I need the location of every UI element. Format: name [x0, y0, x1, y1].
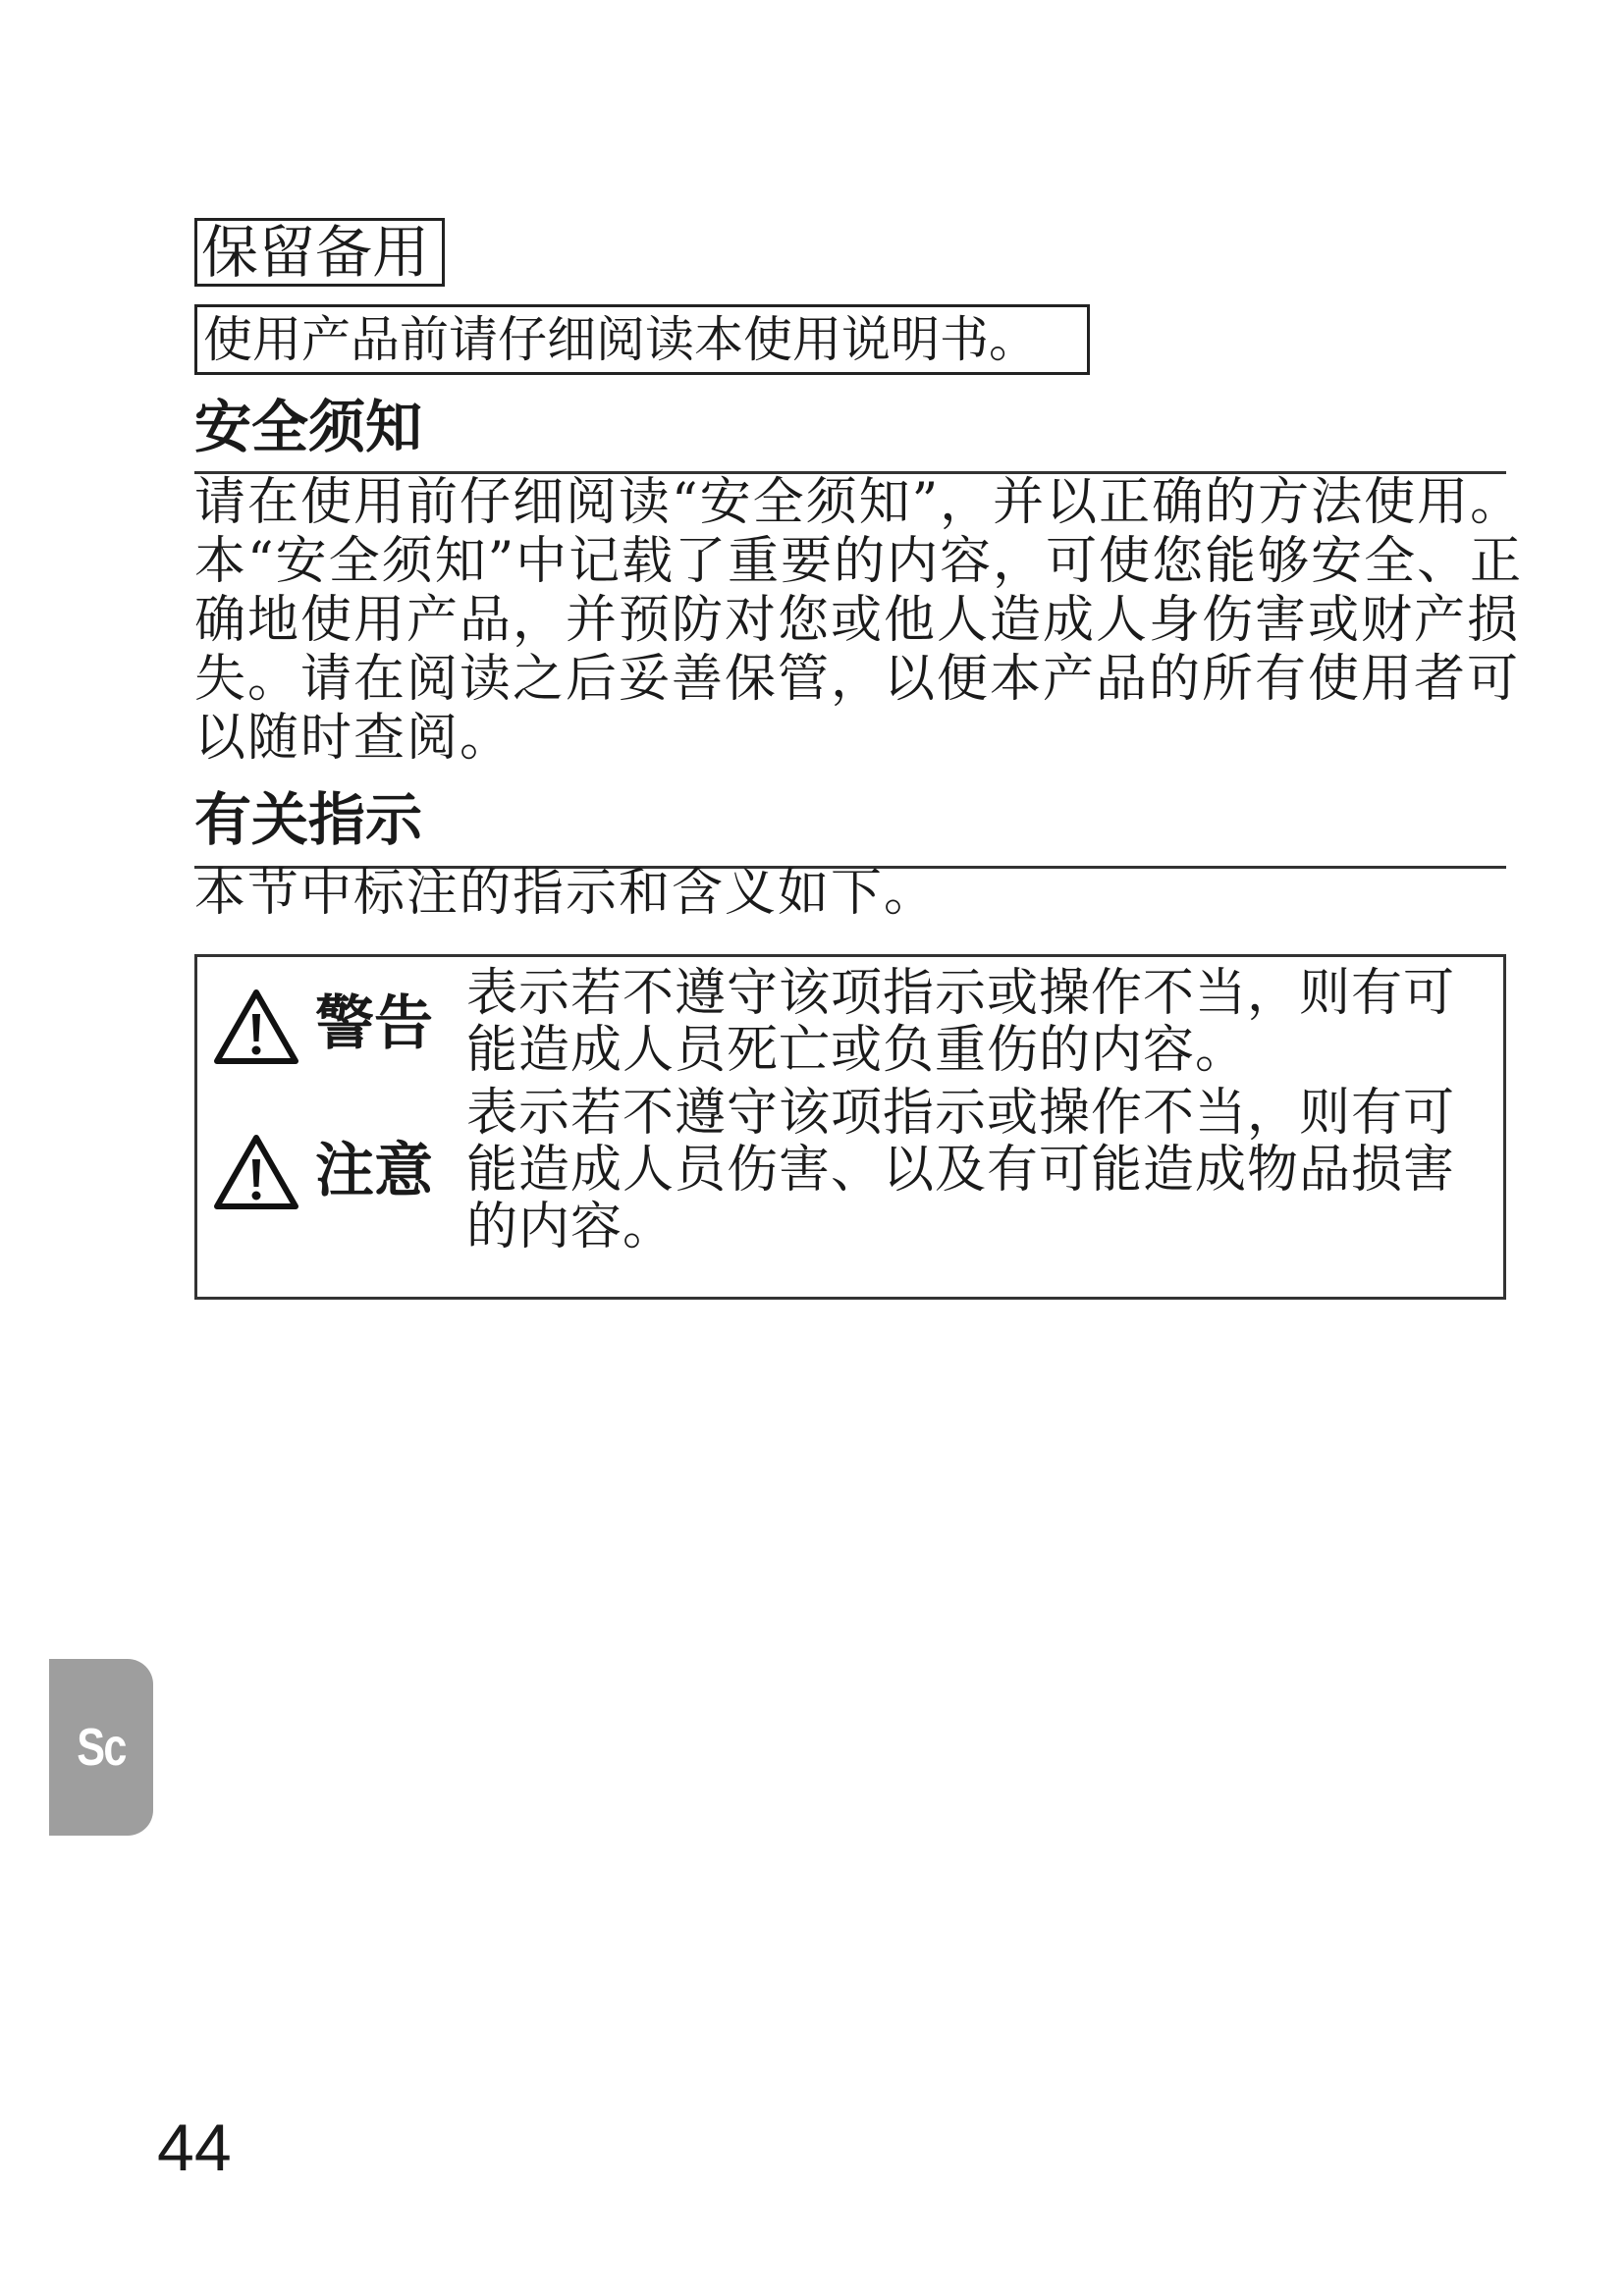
safety-precautions-paragraph: 请在使用前仔细阅读“安全须知”，并以正确的方法使用。本“安全须知”中记载了重要的内容，可使您能够安全、正确地使用产品，并预防对您或他人造成人身伤害或财产损失。请在阅读之后妥善保管，以便本产品的所有使用者可以随时查阅。: [194, 473, 1524, 768]
caution-row: [197, 1084, 1503, 1303]
safety-precautions-heading: 安全须知: [194, 394, 423, 460]
read-manual-notice: 使用产品前请仔细阅读本使用说明书。: [194, 304, 1090, 375]
warning-triangle-icon: [211, 1132, 301, 1212]
language-tab: [49, 1659, 153, 1836]
warning-description: 表示若不遵守该项指示或操作不当，则有可能造成人员死亡或负重伤的内容。: [466, 964, 1456, 1080]
caution-description: 表示若不遵守该项指示或操作不当，则有可能造成人员伤害、以及有可能造成物品损害的内容。: [466, 1084, 1456, 1256]
warning-row: [197, 957, 1503, 1095]
keep-for-reference-label: 保留备用: [194, 218, 445, 287]
warning-triangle-icon: [211, 987, 301, 1067]
signs-heading: 有关指示: [194, 786, 423, 853]
warning-label: 警告: [315, 989, 433, 1058]
page-number: 44: [157, 2110, 232, 2185]
signs-intro-text: 本节中标注的指示和含义如下。: [194, 864, 938, 923]
hazard-signs-box: [194, 954, 1506, 1300]
caution-label: 注意: [315, 1137, 433, 1205]
language-tab-label: Sc: [77, 1718, 126, 1777]
